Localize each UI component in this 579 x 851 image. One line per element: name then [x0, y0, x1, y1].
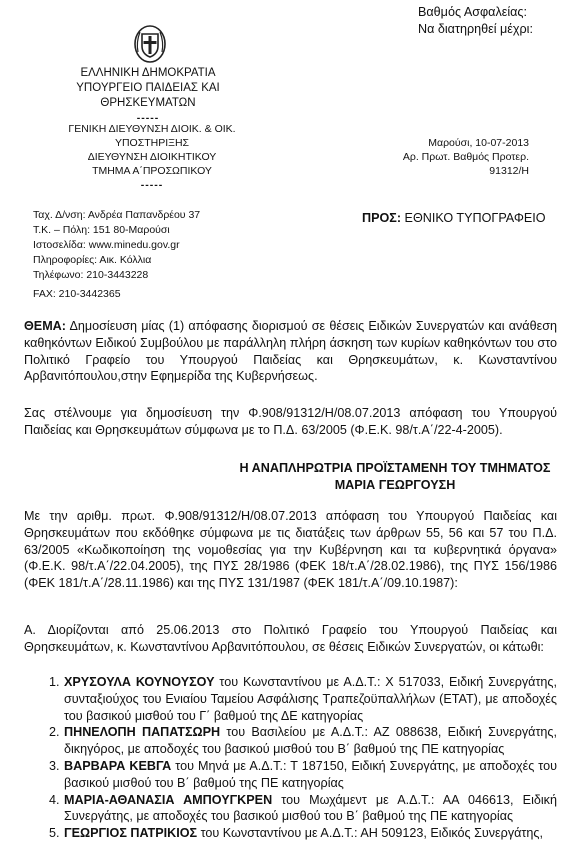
list-item — [49, 674, 558, 724]
security-block — [418, 4, 578, 38]
appointee-details: του Μωχάμεντ με Α.Δ.Τ.: ΑΑ 046613, Ειδική Συνεργάτης, με αποδοχές του βασικού μισθού του Β΄ βαθμού της ΠΕ κατηγορίας — [64, 792, 557, 824]
fax: FAX: 210-3442365 — [33, 288, 121, 300]
appointee-details: του Κωνσταντίνου με Α.Δ.Τ.: ΑΗ 509123, Ειδικός Συνεργάτης, — [197, 826, 543, 841]
list-number: 5. — [49, 826, 60, 841]
list-number: 2. — [49, 725, 60, 740]
list-number: 1. — [49, 675, 60, 689]
section-a: Α. Διορίζονται από 25.06.2013 στο Πολιτικό Γραφείο του Υπουργού Παιδείας και Θρησκευμάτων, κ. Κωνσταντίνου Αρβανιτόπουλου, σε θέσεις Ειδικών Συνεργατών, οι κάτωθι: — [24, 623, 557, 654]
appointee-details: του Βασιλείου με Α.Δ.Τ.: ΑΖ 088638, Ειδική Συνεργάτης, δικηγόρος, με αποδοχές του βασικού μισθού του Β΄ βαθμού της ΠΕ κατηγορίας — [64, 725, 557, 757]
address: Ταχ. Δ/νση: Ανδρέα Παπανδρέου 37 — [33, 209, 201, 221]
website: Ιστοσελίδα: www.minedu.gov.gr — [33, 239, 180, 251]
appointee-name: ΧΡΥΣΟΥΛΑ ΚΟΥΝΟΥΣΟΥ — [64, 675, 215, 689]
list-item — [49, 724, 557, 758]
subject — [24, 318, 557, 385]
list-item — [49, 758, 557, 792]
subject-label: ΘΕΜΑ: — [24, 319, 66, 333]
appointee-name: ΒΑΡΒΑΡΑ ΚΕΒΓΑ — [64, 758, 172, 773]
place-date: Μαρούσι, 10-07-2013 — [428, 137, 529, 149]
subject-text: Δημοσίευση μίας (1) απόφασης διορισμού σε θέσεις Ειδικών Συνεργατών και ανάθεση καθηκόντων Ειδικού Συμβούλου με παράλληλη πλήρη άσκηση των κυρίων καθηκόντων του στο Πολιτικό Γραφείο του Υπουργού Παιδείας και Θρησκευμάτων, κ. Κωνσταντίνου Αρβανιτόπουλου,στην Εφημερίδα της Κυβερνήσεως. — [24, 319, 557, 384]
reference-block — [360, 136, 529, 178]
recipient-label: ΠΡΟΣ: — [362, 211, 402, 225]
info-contact: Πληροφορίες: Αικ. Κόλλια — [33, 254, 152, 266]
list-item — [49, 825, 557, 842]
security-level-label: Βαθμός Ασφαλείας: — [418, 5, 527, 19]
contact-block — [33, 208, 293, 302]
directorate: ΔΙΕΥΘΥΝΣΗ ΔΙΟΙΚΗΤΙΚΟΥ — [87, 151, 217, 163]
directorate-general: ΓΕΝΙΚΗ ΔΙΕΥΘΥΝΣΗ ΔΙΟΙΚ. & ΟΙΚ. ΥΠΟΣΤΗΡΙΞΗΣ — [68, 123, 236, 149]
recipient-name: ΕΘΝΙΚΟ ΤΥΠΟΓΡΑΦΕΙΟ — [404, 211, 546, 225]
phone: Τηλέφωνο: 210-3443228 — [33, 269, 149, 281]
letterhead — [28, 66, 268, 125]
signatory-title: Η ΑΝΑΠΛΗΡΩΤΡΙΑ ΠΡΟΪΣΤΑΜΕΝΗ ΤΟΥ ΤΜΗΜΑΤΟΣ — [239, 461, 551, 475]
postcode: Τ.Κ. – Πόλη: 151 80-Μαρούσι — [33, 224, 170, 236]
ministry-title: ΥΠΟΥΡΓΕΙΟ ΠΑΙΔΕΙΑΣ ΚΑΙ ΘΡΗΣΚΕΥΜΑΤΩΝ — [76, 82, 220, 109]
protocol-label: Αρ. Πρωτ. Βαθμός Προτερ. — [402, 151, 529, 163]
appointees-list — [49, 674, 558, 842]
protocol-number: 91312/Η — [489, 165, 529, 177]
list-number: 3. — [49, 758, 60, 773]
list-number: 4. — [49, 792, 60, 807]
appointee-details: του Μηνά με Α.Δ.Τ.: Τ 187150, Ειδική Συνεργάτης, με αποδοχές του βασικού μισθού του Β΄ βαθμού της ΠΕ κατηγορίας — [64, 758, 557, 790]
appointee-name: ΜΑΡΙΑ-ΑΘΑΝΑΣΙΑ ΑΜΠΟΥΓΚΡΕΝ — [64, 792, 273, 807]
appointee-details: του Κωνσταντίνου με Α.Δ.Τ.: Χ 517033, Ειδική Συνεργάτης, συνταξιούχος του Ενιαίου Ταμείου Ασφάλισης Τραπεζοϋπαλλήλων (ΕΤΑΤ), με αποδοχές του βασικού μισθού του Γ΄ βαθμού της ΔΕ κατηγορίας — [64, 675, 558, 723]
signatory — [230, 460, 560, 494]
signatory-name: ΜΑΡΙΑ ΓΕΩΡΓΟΥΣΗ — [334, 477, 456, 492]
retain-until-label: Να διατηρηθεί μέχρι: — [418, 21, 533, 36]
intro-paragraph: Σας στέλνουμε για δημοσίευση την Φ.908/91312/Η/08.07.2013 απόφαση του Υπουργού Παιδείας και Θρησκευμάτων σύμφωνα με το Π.Δ. 63/2005 (Φ.Ε.Κ. 98/τ.Α΄/22-4-2005). — [24, 406, 557, 437]
decision-paragraph: Με την αριθμ. πρωτ. Φ.908/91312/Η/08.07.2013 απόφαση του Υπουργού Παιδείας και Θρησκευμάτων που εκδόθηκε σύμφωνα με τις διατάξεις των άρθρων 55, 56 και 57 του Π.Δ. 63/2005 «Κωδικοποίηση της νομοθεσίας για την Κυβέρνηση και τα κυβερνητικά όργανα» (Φ.Ε.Κ. 98/τ.Α΄/22.04.2005), της ΠΥΣ 28/1986 (ΦΕΚ 18/τ.Α΄/28.02.1986), της ΠΥΣ 156/1986 (ΦΕΚ 181/τ.Α΄/28.11.1986) και της ΠΥΣ 131/1987 (ΦΕΚ 181/τ.Α΄/09.10.1987): — [24, 509, 557, 591]
recipient — [362, 210, 562, 227]
republic-title: ΕΛΛΗΝΙΚΗ ΔΗΜΟΚΡΑΤΙΑ — [80, 67, 216, 79]
appointee-name: ΠΗΝΕΛΟΠΗ ΠΑΠΑΤΣΩΡΗ — [64, 725, 221, 740]
department: ΤΜΗΜΑ Α΄ΠΡΟΣΩΠΙΚΟΥ — [92, 165, 212, 177]
greek-emblem-icon — [133, 24, 167, 64]
directorate-block — [36, 122, 268, 192]
appointee-name: ΓΕΩΡΓΙΟΣ ΠΑΤΡΙΚΙΟΣ — [64, 826, 198, 841]
separator-2: ----- — [140, 179, 164, 191]
list-item — [49, 792, 557, 826]
separator: ----- — [136, 112, 160, 124]
